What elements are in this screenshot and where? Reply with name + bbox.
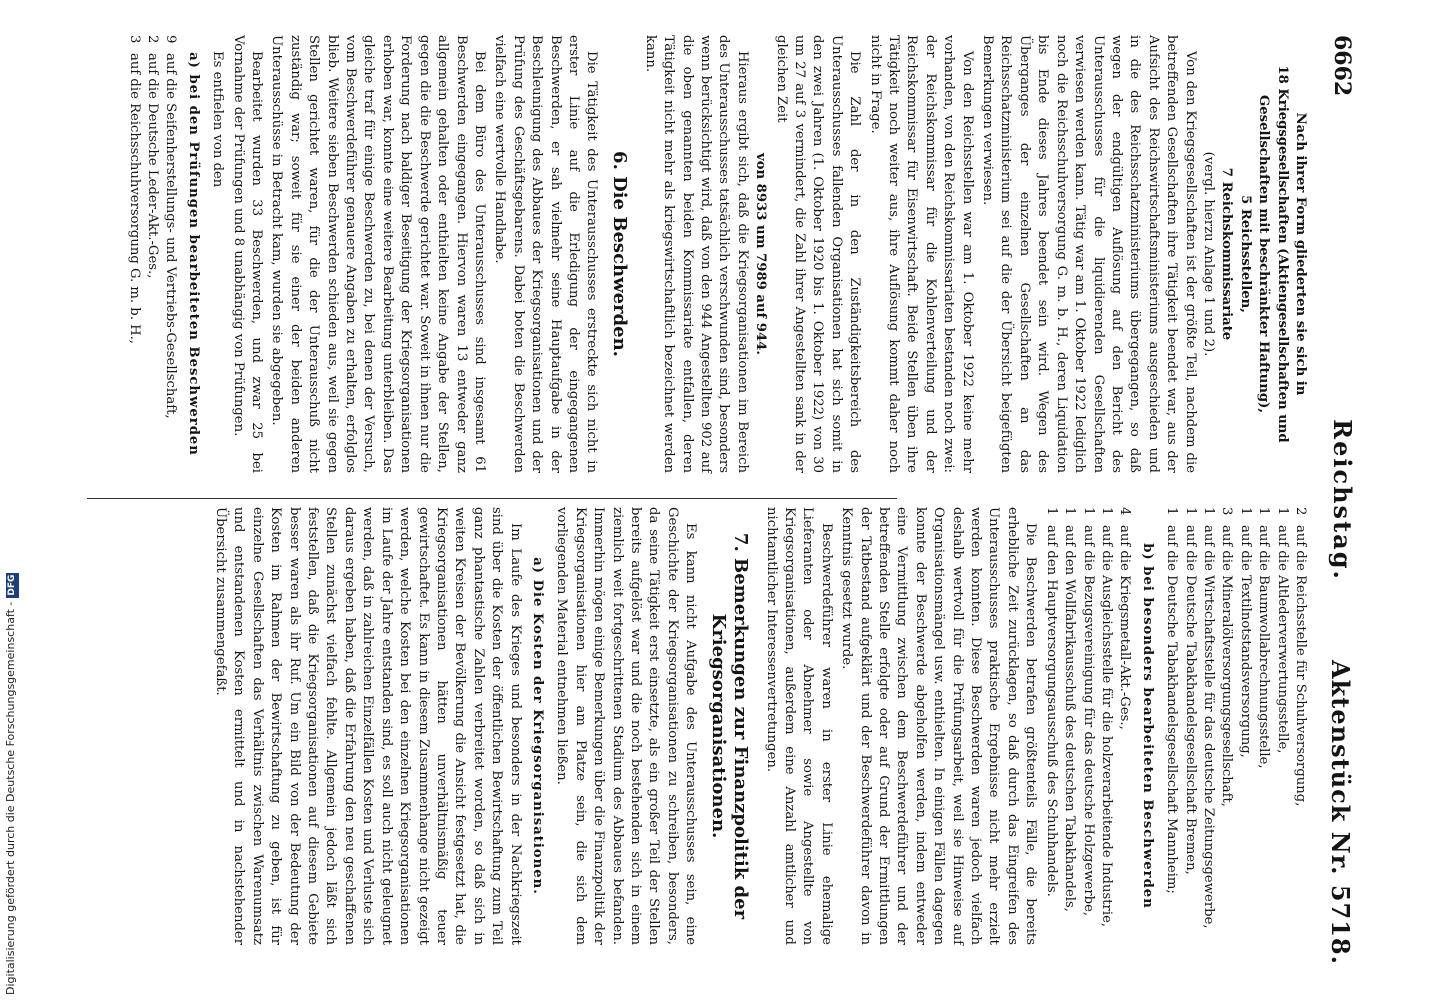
paragraph: Es entfielen von den (210, 51, 226, 188)
list-item (1078, 507, 1096, 945)
list-item-text: auf die Reichsstelle für Schuhversorgung, (1293, 525, 1308, 807)
list-item (161, 35, 179, 473)
figure-line: von 8933 um 7989 auf 944. (753, 153, 769, 355)
list-item (1162, 507, 1180, 945)
list-item-text: auf die Textilnotstandsversorgung, (1237, 525, 1253, 758)
credit-line: Digitalisierung gefördert durch die Deutsche Forschungsgemeinschaft - (4, 601, 17, 995)
list-item (1235, 507, 1253, 945)
paragraph: Im Laufe des Krieges und besonders in der Nachkriegszeit sind über die Kosten der öffentlichen Bewirtschaftung zum Teil ganz phantastische Zahlen verbreitet worden, so daß sich in weiten Kreisen der Bevölkerung die Ansicht festgesetzt hat, die Kriegsorganisationen hätten unverhältnismäßig teuer gewirtschaftet. Es kann in diesem Zusammenhange nicht gezeigt werden, welche Kosten bei den einzelnen Kriegsorganisationen im Laufe der Jahre entstanden sind, es soll auch nicht geleugnet werden, daß in zahlreichen Einzelfällen Kosten und Verluste sich daraus ergeben haben, daß die Erfahrung den neu geschaffenen Stellen zunächst vielfach fehlte. Allgemein jedoch läßt sich feststellen, daß die Kriegsorganisationen auf diesem Gebiete besser waren als ihr Ruf. Um ein Bild von der Bedeutung der Kosten im Rahmen der Bewirtschaftung zu geben, ist für einzelne Gesellschaften das Verhältnis zwischen Warenumsatz und entstandenen Kosten ermittelt und in nachstehender Übersicht zusammengefaßt. (213, 507, 523, 945)
list-item-count: 3 (126, 35, 142, 44)
paragraph: Die Tätigkeit des Unterausschusses erstreckte sich nicht in erster Linie auf die Erledigung der eingegangenen Beschwerden, er sah vielmehr seine Hauptaufgabe in der Beschleunigung des Abbaues der Kriegsorganisationen und der Prüfung des Geschäftsgebarens. Dabei boten die Beschwerden vielfach eine wertvolle Handhabe. (492, 35, 600, 473)
list-item-count: 3 (1219, 507, 1235, 516)
page-header (1317, 35, 1357, 965)
left-column (77, 35, 1309, 473)
list-item-count: 1 (1062, 507, 1078, 516)
list-item-count: 1 (1043, 507, 1059, 516)
right-column (77, 507, 1309, 945)
list-item-count: 1 (1200, 507, 1216, 516)
subheading-a: a) bei den Prüfungen bearbeiteten Beschwerden (185, 52, 201, 456)
list-item-count: 1 (1080, 507, 1096, 516)
complaint-list-a-continued (1162, 507, 1309, 945)
intro-reference: (vergl. hierzu Anlage 1 und 2). (1200, 151, 1216, 357)
list-item-count: 9 (163, 35, 179, 44)
list-item (1097, 507, 1115, 945)
list-item (1041, 507, 1059, 945)
intro-line: 18 Kriegsgesellschaften (Aktiengesellschaften und Gesellschaften mit beschränkter Haftung), (1256, 65, 1290, 443)
list-item (1060, 507, 1078, 945)
paragraph: Von den Reichsstellen war am 1. Oktober 1922 keine mehr vorhanden, von den Reichskommissariaten bestanden noch zwei: der Reichskommissar für die Kohlenverteilung und der Reichskommissar für Eisenwirtschaft. Beide Stellen üben ihre Tätigkeit noch weiter aus, ihre Auflösung kommt daher noch nicht in Frage. (867, 35, 975, 473)
list-item (1272, 507, 1290, 945)
list-item (1217, 507, 1235, 945)
intro-line: 5 Reichsstellen, (1237, 195, 1253, 313)
list-item-text: auf die Reichsschuhversorgung G. m. b. H., (126, 53, 142, 344)
dfg-logo: DFG (7, 574, 17, 596)
list-item-count: 4 (1117, 507, 1133, 516)
list-item-text: auf die Mineralölversorgungsgesellschaft, (1219, 525, 1235, 807)
list-item (1291, 507, 1309, 945)
header-document-number: Aktenstück Nr. 5718. (1326, 660, 1355, 965)
complaint-list-b (1041, 507, 1133, 945)
list-item-text: auf die Bezugsvereinigung für das deutsche Holzgewerbe, (1080, 525, 1096, 917)
list-item-text: auf die Deutsche Leder-Akt.-Ges., (145, 53, 161, 279)
list-item-count: 1 (1098, 507, 1114, 516)
page-number: 6662 (1329, 35, 1355, 97)
section-heading-7: 7. Bemerkungen zur Finanzpolitik der Kriegsorganisationen. (708, 532, 752, 920)
list-item (1199, 507, 1217, 945)
paragraph: Von den Kriegsgesellschaften ist der größte Teil, nachdem die betreffenden Gesellschaften ihre Tätigkeit beendet war, aus der Aufsicht des Reichswirtschaftsministeriums ausgeschieden und in die des Reichsschatzministeriums übergegangen, so daß wegen der endgültigen Auflösung auf den Bericht des Unterausschusses für die liquidierenden Gesellschaften verwiesen werden kann. Tätig war am 1. Oktober 1922 lediglich noch die Reichsschuhversorgung G. m. b. H., deren Liquidation bis Ende dieses Jahres beendet sein wird. Wegen des Überganges der einzelnen Gesellschaften an das Reichsschatzministerium sei auf die der Übersicht beigefügten Bemerkungen verwiesen. (980, 35, 1198, 473)
intro-line: 7 Reichskommissariate (1219, 167, 1235, 341)
list-item (1115, 507, 1133, 945)
header-title: Reichstag. (1328, 419, 1357, 581)
paragraph: Die Beschwerden betrafen größtenteils Fälle, die bereits erhebliche Zeit zurücklagen, so daß durch das Eingreifen des Unterausschusses praktische Ergebnisse nicht mehr erzielt werden konnten. Diese Beschwerden waren jedoch vielfach deshalb wertvoll für die Prüfungsarbeit, weil sie Hinweise auf Organisationsmängel usw. enthielten. In einigen Fällen dagegen konnte der Beschwerde abgeholfen werden, indem entweder eine Vermittlung zwischen dem Beschwerdeführer und der betreffenden Stelle erfolgte oder auf Grund der Ermittlungen der Tatbestand aufgeklärt und der Beschwerdeführer davon in Kenntnis gesetzt wurde. (839, 507, 1039, 945)
list-item-text: auf die Baumwollabrechnungsstelle, (1256, 525, 1272, 769)
list-item-text: auf die Deutsche Tabakhandelsgesellschaft Mannheim; (1164, 525, 1180, 894)
list-item-text: auf die Seifenherstellungs- und Vertriebs-Gesellschaft, (163, 53, 179, 419)
paragraph: Die Zahl der in den Zuständigkeitsbereich des Unterausschusses fallenden Organisationen hat sich somit in den zwei Jahren (1. Oktober 1920 bis 1. Oktober 1922) von 30 um 27 auf 3 vermindert, die Zahl ihrer Angestellten sank in der gleichen Zeit (773, 35, 863, 473)
digitization-credit-text (2, 574, 20, 995)
complaint-list-a (124, 35, 179, 473)
document-page (67, 25, 1367, 975)
list-item (1180, 507, 1198, 945)
list-item-text: auf die Ausgleichsstelle für die holzverarbeitende Industrie, (1098, 525, 1114, 928)
list-item-count: 2 (1293, 507, 1308, 516)
list-item-count: 1 (1182, 507, 1198, 516)
digitization-credit (2, 574, 20, 995)
list-item-count: 2 (145, 35, 161, 44)
intro-line: Nach ihrer Form gliederten sie sich in (1293, 112, 1308, 396)
list-item (124, 35, 142, 473)
subheading-b: b) bei besonders bearbeiteten Beschwerden (1139, 543, 1155, 909)
paragraph: Es kann nicht Aufgabe des Unterausschusses sein, eine Geschichte der Kriegsorganisationen zu schreiben, besonders, da seine Tätigkeit erst einsetzte, als ein großer Teil der Stellen bereits aufgelöst war und die noch bestehenden sich in einem ziemlich weit fortgeschrittenen Stadium des Abbaues befanden. Immerhin mögen einige Bemerkungen über die Finanzpolitik der Kriegsorganisationen hier am Platze sein, die sich dem vorliegenden Material entnehmen ließen. (554, 507, 699, 945)
list-item-text: auf den Wollfabrikausschuß des deutschen Tabakhandels, (1062, 525, 1078, 912)
paragraph: Bei dem Büro des Unterausschusses sind insgesamt 61 Beschwerden eingegangen. Hiervon waren 13 entweder ganz allgemein gehalten oder enthielten keine Angabe der Stellen, gegen die die Beschwerde gerichtet war. Soweit in ihnen nur die Forderung nach baldiger Beseitigung der Kriegsorganisationen erhoben war, konnte eine weitere Bearbeitung unterbleiben. Das gleiche traf für einige Beschwerden zu, bei denen der Versuch, vom Beschwerdeführer genauere Angaben zu erhalten, erfolglos blieb. Weitere sieben Beschwerden schieden aus, weil sie gegen Stellen gerichtet waren, für die der Unterausschuß nicht zuständig war; soweit für sie einer der beiden anderen Unterausschüsse in Betracht kam, wurden sie abgegeben. (269, 35, 487, 473)
section-heading-6: 6. Die Beschwerden. (609, 151, 631, 357)
subheading-costs: a) Die Kosten der Kriegsorganisationen. (529, 557, 545, 895)
list-item-count: 1 (1237, 507, 1253, 516)
paragraph: Beschwerdeführer waren in erster Linie ehemalige Lieferanten oder Abnehmer sowie Angestellte von Kriegsorganisationen, außerdem eine Anzahl amtlicher und nichtamtlicher Interessenvertretungen. (763, 507, 834, 945)
list-item-text: auf die Kriegsmetall-Akt.-Ges., (1117, 525, 1133, 730)
list-item-count: 1 (1274, 507, 1290, 516)
list-item-text: auf den Hauptversorgungsausschuß des Schuhhandels. (1043, 525, 1059, 897)
list-item (143, 35, 161, 473)
paragraph: Hieraus ergibt sich, daß die Kriegsorganisationen im Bereich des Unterausschusses tatsächlich verschwunden sind, besonders wenn berücksichtigt wird, daß von den 944 Angestellten 902 auf die oben genannten beiden Kommissariate entfallen, deren Tätigkeit nicht mehr als kriegswirtschaftlich bezeichnet werden kann. (642, 35, 750, 473)
list-item-count: 1 (1164, 507, 1180, 516)
list-item-text: auf die Deutsche Tabakhandelsgesellschaft Bremen, (1182, 525, 1198, 875)
list-item (1254, 507, 1272, 945)
paragraph: Bearbeitet wurden 33 Beschwerden, und zwar 25 bei Vornahme der Prüfungen und 8 unabhängig von Prüfungen. (230, 35, 265, 473)
list-item-count: 1 (1256, 507, 1272, 516)
column-divider (87, 498, 897, 499)
list-item-text: auf die Wirtschaftsstelle für das deutsche Zeitungsgewerbe, (1200, 525, 1216, 929)
list-item-text: auf die Altlederverwertungsstelle, (1274, 525, 1290, 754)
